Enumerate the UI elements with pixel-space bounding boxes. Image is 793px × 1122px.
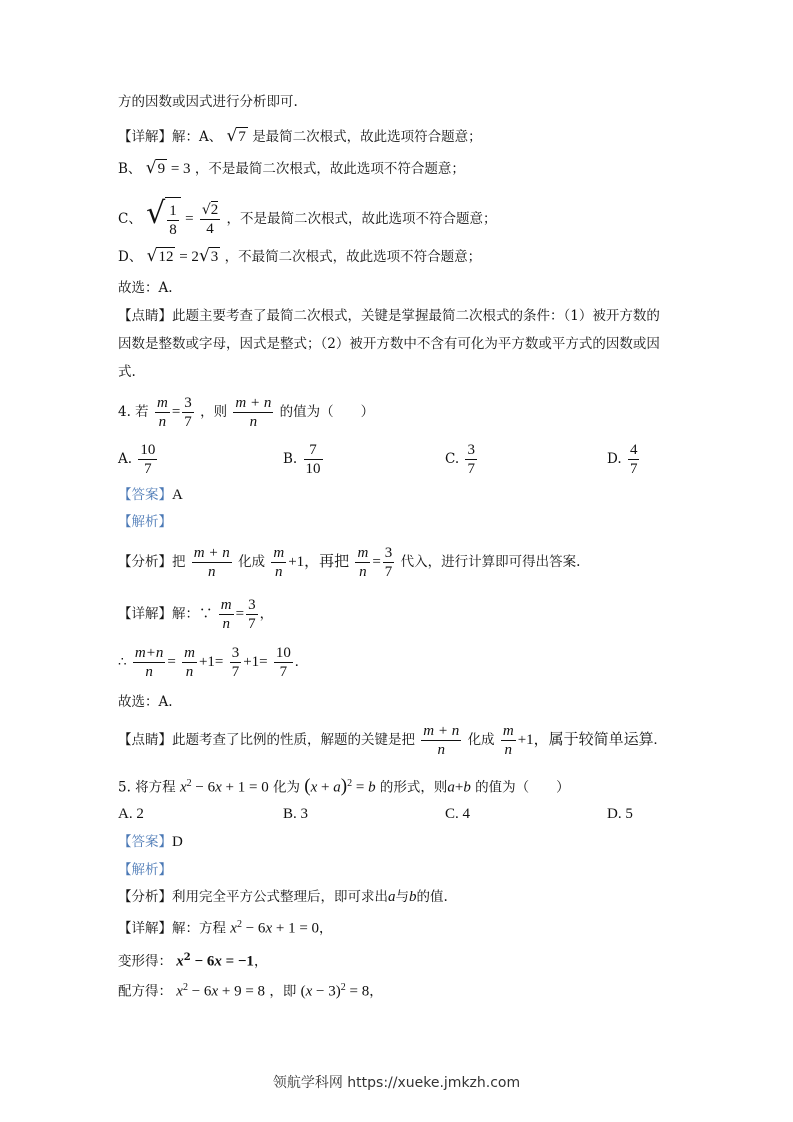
q5-option-b: B. 3 — [283, 806, 309, 822]
dianjing-line-1: 【点睛】此题主要考查了最简二次根式，关键是掌握最简二次根式的条件：（1）被开方数的 — [118, 308, 660, 324]
q4-dianjing: 【点睛】此题考查了比例的性质，解题的关键是把 $\frac{m + n}{n}$ 化成 $\frac{m}{n}$ +1，属于较简单运算. — [118, 723, 658, 758]
q5-jiexi: 【解析】 — [118, 862, 172, 878]
text-line: 方的因数或因式进行分析即可. — [118, 94, 298, 110]
q5-option-a: A. 2 — [118, 806, 144, 822]
choose-line: 故选：A. — [118, 280, 173, 296]
q5-peifang: 配方得： $x^2 - 6x + 9 = 8$ ，即 $(x - 3)^2 = 8$， — [118, 982, 383, 1000]
question-5-stem: 5. 将方程 $x^2 - 6x + 1 = 0$ 化为 $(x + a)^2 = b$ 的形式，则a+b 的值为（ ） — [118, 775, 570, 797]
option-b: B. $\frac{7}{10}$ — [283, 442, 321, 477]
q5-option-c: C. 4 — [445, 806, 471, 822]
answer-line: 【答案】A — [118, 487, 183, 503]
dianjing-line-2: 因数是整数或字母，因式是整式；（2）被开方数中不含有可化为平方数或平方式的因数或因 — [118, 336, 660, 352]
detail-line-d: D、 √12 = 2√3 ，不最简二次根式，故此选项不符合题意； — [118, 246, 482, 266]
q5-xiangjie: 【详解】解：方程 $x^2 - 6x + 1 = 0$， — [118, 919, 333, 937]
footer-watermark: 领航学科网 https://xueke.jmkzh.com — [272, 1075, 521, 1091]
jiexi-label: 【解析】 — [118, 514, 172, 530]
q4-calc: ∴ $\frac{m+n}{n}$ = $\frac{m}{n}$ +1= $\frac{3}{7}$ +1= $\frac{10}{7}$ . — [118, 645, 299, 680]
q5-bianxing: 变形得： $x^2 - 6x = -1$， — [118, 952, 268, 970]
q5-option-d: D. 5 — [607, 806, 633, 822]
option-c: C. $\frac{3}{7}$ — [445, 442, 475, 477]
q4-xiangjie: 【详解】解：∵ $\frac{m}{n}$ = $\frac{3}{7}$ ， — [118, 597, 274, 632]
option-a: A. $\frac{10}{7}$ — [118, 442, 156, 477]
q4-choose: 故选：A. — [118, 694, 173, 710]
option-d: D. $\frac{4}{7}$ — [607, 442, 638, 477]
detail-line-c: C、 √ $\frac{1}{8}$ = $\frac{√2}{4}$ ，不是最简二次根式，故此选项不符合题意； — [118, 192, 497, 242]
detail-line-b: B、 √9 = 3 ，不是最简二次根式，故此选项不符合题意； — [118, 158, 465, 178]
detail-line-a: 【详解】解：A、 √7 是最简二次根式，故此选项符合题意； — [118, 126, 482, 146]
dianjing-line-3: 式. — [118, 364, 136, 380]
q4-fenxi: 【分析】把 $\frac{m + n}{n}$ 化成 $\frac{m}{n}$ +1，再把 $\frac{m}{n}$ = $\frac{3}{7}$ 代入，进行计算即可得出答案. — [118, 545, 581, 580]
q5-answer: 【答案】D — [118, 834, 183, 850]
question-4-stem: 4. 若 $\frac{m}{n}$ = $\frac{3}{7}$ ，则 $\frac{m + n}{n}$ 的值为（ ） — [118, 395, 375, 430]
q5-fenxi: 【分析】利用完全平方公式整理后，即可求出a与b的值. — [118, 889, 448, 905]
